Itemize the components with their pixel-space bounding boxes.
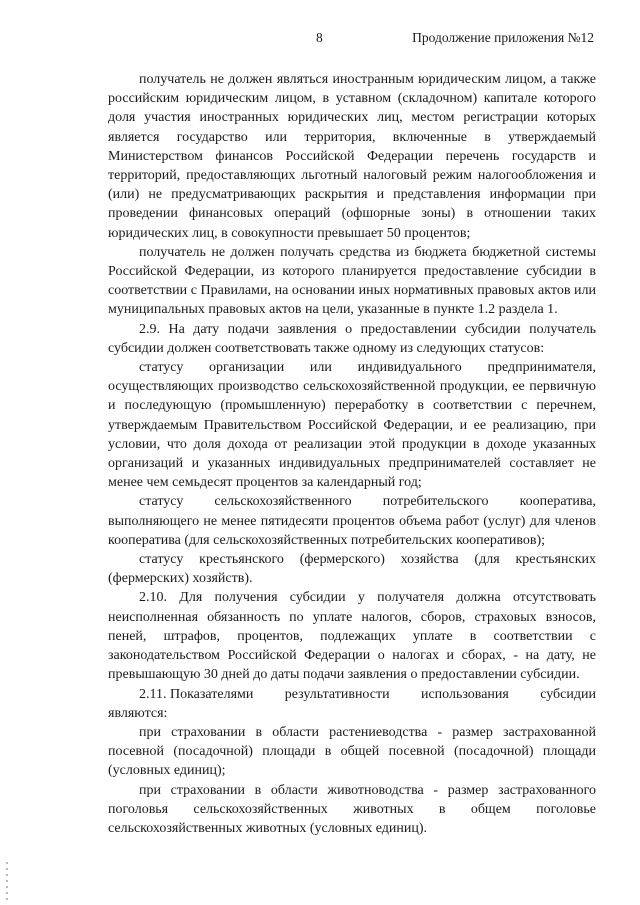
paragraph-status-organization: статусу организации или индивидуального предпринимателя, осуществляющих производство сельскохозяйственной продукции, ее первичную и последующую (промышленную) переработку в соответствии с перечнем, утверждаемым Правительством Российской Федерации, и ее реализацию, при условии, что доля дохода от реализации этой продукции в доходе указанных организаций и указанных индивидуальных предпринимателей составляет не менее чем семьдесят процентов за календарный год; <box>108 360 596 491</box>
paragraph-status-farm: статусу крестьянского (фермерского) хозяйства (для крестьянских (фермерских) хозяйств). <box>108 552 596 587</box>
paragraph-foreign-entity: получатель не должен являться иностранным юридическим лицом, а также российским юридическим лицом, в уставном (складочном) капитале которого доля участия иностранных юридических лиц, местом регистрации которых является государство или территория, включенные в утверждаемый Министерством финансов Российской Федерации перечень государств и территорий, предоставляющих льготный налоговый режим налогообложения и (или) не предусматривающих раскрытия и представления информации при проведении финансовых операций (офшорные зоны) в отношении таких юридических лиц, в совокупности превышает 50 процентов; <box>108 72 596 241</box>
scan-edge-mark <box>6 862 8 902</box>
page-header <box>0 30 640 50</box>
appendix-label: Продолжение приложения №12 <box>412 30 594 45</box>
paragraph-status-cooperative: статусу сельскохозяйственного потребительского кооператива, выполняющего не менее пятидесяти процентов объема работ (услуг) для членов кооператива (для сельскохозяйственных потребительских кооперативов); <box>108 494 596 548</box>
paragraph-2-10: 2.10. Для получения субсидии у получателя должна отсутствовать неисполненная обязанность по уплате налогов, сборов, страховых взносов, пеней, штрафов, процентов, подлежащих уплате в соответствии с законодательством Российской Федерации о налогах и сборах, - на дату, не превышающую 30 дней до даты подачи заявления о предоставлении субсидии. <box>108 590 596 683</box>
paragraph-2-9: 2.9. На дату подачи заявления о предоставлении субсидии получатель субсидии должен соответствовать также одному из следующих статусов: <box>108 321 596 356</box>
section-2-11-word-2: результативности <box>284 686 390 702</box>
section-2-11-word-4: субсидии <box>540 686 596 702</box>
section-2-11-word-1: 2.11. Показателями <box>139 686 254 702</box>
paragraph-budget-funds: получатель не должен получать средства из бюджета бюджетной системы Российской Федерации, из которого планируется предоставление субсидии в соответствии с Правилами, на основании иных нормативных правовых актов или муниципальных правовых актов на цели, указанные в пункте 1.2 раздела 1. <box>108 244 596 318</box>
document-body <box>108 70 596 838</box>
section-2-11-continuation: являются: <box>108 705 168 721</box>
section-2-11-word-3: использования <box>420 686 509 702</box>
page-number: 8 <box>316 30 323 45</box>
paragraph-livestock-insurance: при страховании в области животноводства - размер застрахованного поголовья сельскохозяйственных животных в общем поголовье сельскохозяйственных животных (условных единиц). <box>108 782 596 836</box>
paragraph-crop-insurance: при страховании в области растениеводства - размер застрахованной посевной (посадочной) площади в общей посевной (посадочной) площади (условных единиц); <box>108 724 596 779</box>
paragraph-2-11-heading <box>108 685 596 704</box>
